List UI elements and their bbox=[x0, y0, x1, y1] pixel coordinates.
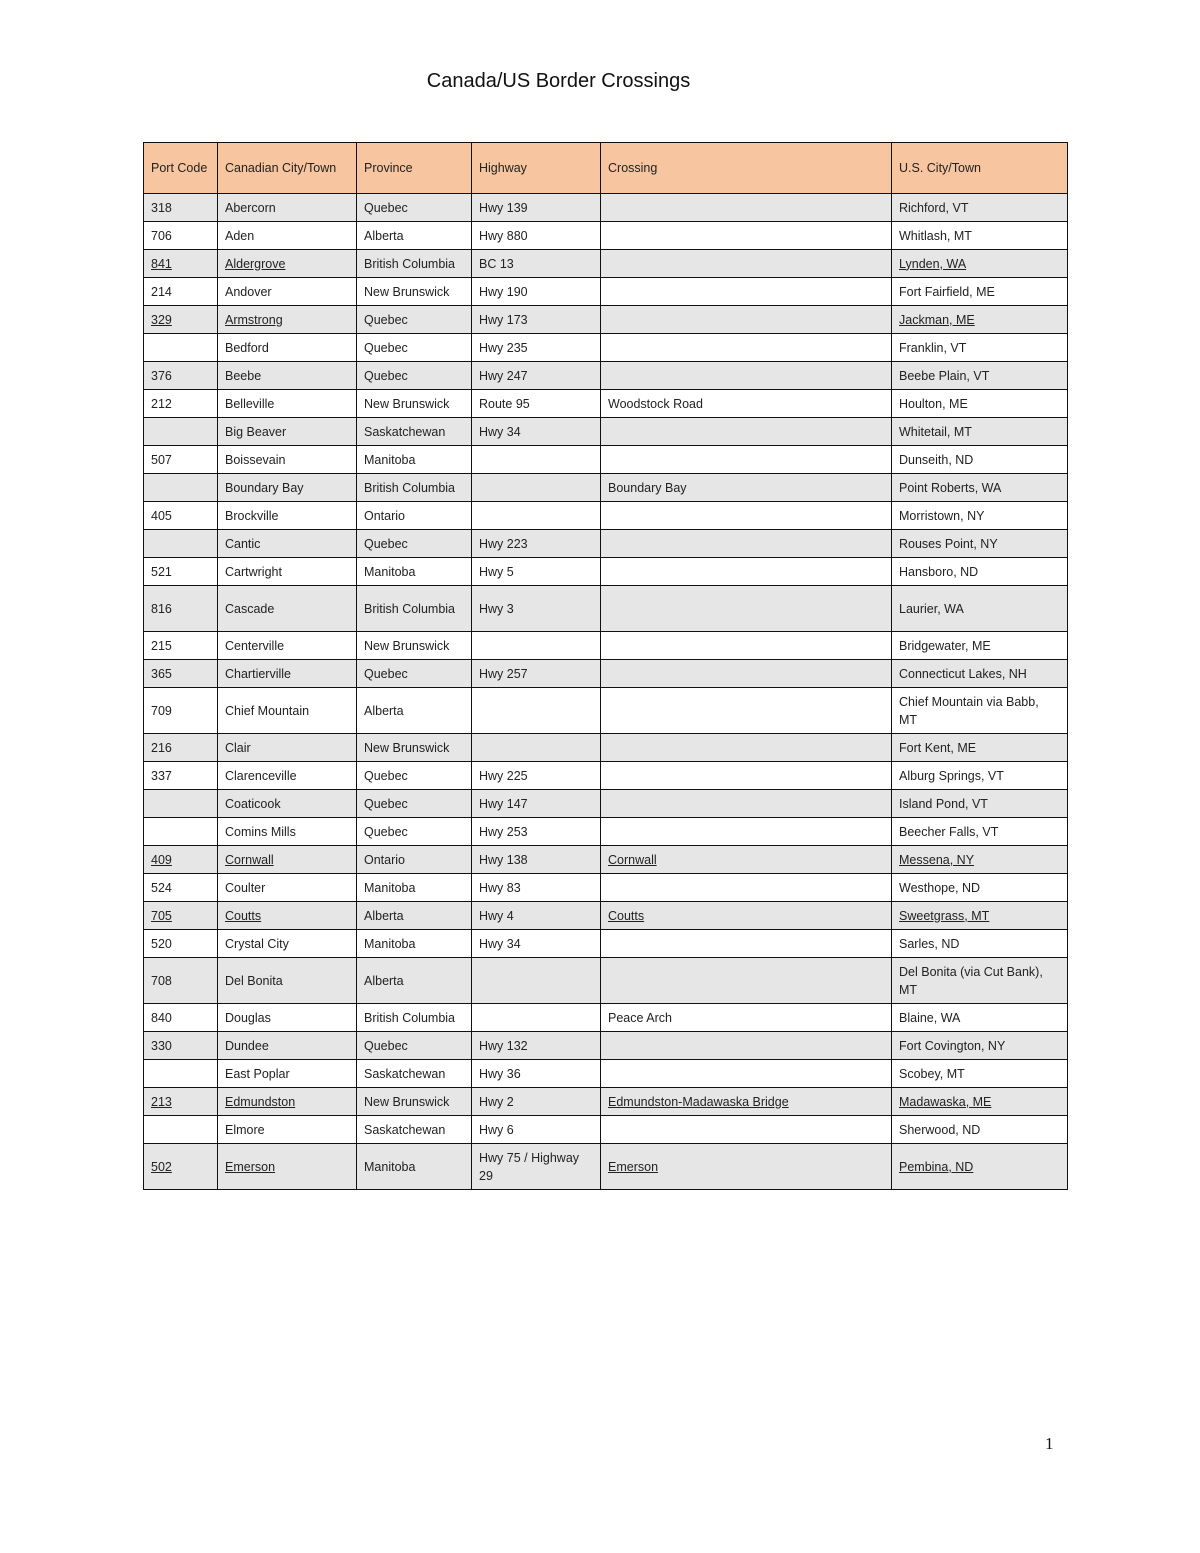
table-row bbox=[144, 1060, 1068, 1088]
cell-port-code: 816 bbox=[144, 586, 218, 632]
cell-port-code: 216 bbox=[144, 734, 218, 762]
header-port-code: Port Code bbox=[144, 143, 218, 194]
header-canadian-city: Canadian City/Town bbox=[218, 143, 357, 194]
cell-province: Quebec bbox=[357, 762, 472, 790]
cell-province: Alberta bbox=[357, 958, 472, 1004]
table-row bbox=[144, 874, 1068, 902]
cell-crossing: Boundary Bay bbox=[601, 474, 892, 502]
cell-us-city[interactable]: Pembina, ND bbox=[892, 1144, 1068, 1190]
table-row bbox=[144, 306, 1068, 334]
cell-province: Alberta bbox=[357, 902, 472, 930]
cell-us-city: Westhope, ND bbox=[892, 874, 1068, 902]
cell-highway: Hwy 138 bbox=[472, 846, 601, 874]
cell-us-city[interactable]: Messena, NY bbox=[892, 846, 1068, 874]
cell-crossing bbox=[601, 874, 892, 902]
cell-port-code bbox=[144, 474, 218, 502]
cell-us-city: Point Roberts, WA bbox=[892, 474, 1068, 502]
header-us-city: U.S. City/Town bbox=[892, 143, 1068, 194]
cell-crossing bbox=[601, 278, 892, 306]
cell-highway: Hwy 173 bbox=[472, 306, 601, 334]
cell-port-code[interactable]: 841 bbox=[144, 250, 218, 278]
cell-crossing bbox=[601, 586, 892, 632]
cell-province: Manitoba bbox=[357, 1144, 472, 1190]
cell-province: Saskatchewan bbox=[357, 1060, 472, 1088]
cell-port-code: 520 bbox=[144, 930, 218, 958]
cell-province: Quebec bbox=[357, 194, 472, 222]
cell-us-city: Whitlash, MT bbox=[892, 222, 1068, 250]
cell-canadian-city: Abercorn bbox=[218, 194, 357, 222]
cell-canadian-city[interactable]: Armstrong bbox=[218, 306, 357, 334]
table-row bbox=[144, 194, 1068, 222]
cell-highway: Hwy 147 bbox=[472, 790, 601, 818]
header-crossing: Crossing bbox=[601, 143, 892, 194]
cell-canadian-city: Clair bbox=[218, 734, 357, 762]
cell-port-code: 507 bbox=[144, 446, 218, 474]
cell-crossing bbox=[601, 194, 892, 222]
cell-province: New Brunswick bbox=[357, 390, 472, 418]
cell-port-code: 215 bbox=[144, 632, 218, 660]
table-row bbox=[144, 278, 1068, 306]
cell-crossing bbox=[601, 632, 892, 660]
cell-canadian-city: Clarenceville bbox=[218, 762, 357, 790]
cell-us-city: Blaine, WA bbox=[892, 1004, 1068, 1032]
cell-port-code: 840 bbox=[144, 1004, 218, 1032]
cell-crossing bbox=[601, 790, 892, 818]
cell-us-city: Sarles, ND bbox=[892, 930, 1068, 958]
table-row bbox=[144, 362, 1068, 390]
cell-crossing bbox=[601, 1116, 892, 1144]
cell-crossing[interactable]: Emerson bbox=[601, 1144, 892, 1190]
cell-us-city[interactable]: Sweetgrass, MT bbox=[892, 902, 1068, 930]
cell-canadian-city: Crystal City bbox=[218, 930, 357, 958]
cell-canadian-city: Dundee bbox=[218, 1032, 357, 1060]
cell-province: British Columbia bbox=[357, 1004, 472, 1032]
cell-province: Quebec bbox=[357, 660, 472, 688]
cell-port-code: 365 bbox=[144, 660, 218, 688]
table-row bbox=[144, 902, 1068, 930]
cell-canadian-city: East Poplar bbox=[218, 1060, 357, 1088]
cell-province: Quebec bbox=[357, 306, 472, 334]
cell-canadian-city: Belleville bbox=[218, 390, 357, 418]
cell-us-city[interactable]: Jackman, ME bbox=[892, 306, 1068, 334]
table-row bbox=[144, 790, 1068, 818]
table-row bbox=[144, 1088, 1068, 1116]
cell-crossing bbox=[601, 734, 892, 762]
border-crossings-table bbox=[143, 142, 1068, 1190]
cell-us-city: Beebe Plain, VT bbox=[892, 362, 1068, 390]
cell-port-code: 337 bbox=[144, 762, 218, 790]
table-row bbox=[144, 586, 1068, 632]
cell-canadian-city: Beebe bbox=[218, 362, 357, 390]
table-row bbox=[144, 660, 1068, 688]
cell-us-city: Dunseith, ND bbox=[892, 446, 1068, 474]
cell-us-city: Beecher Falls, VT bbox=[892, 818, 1068, 846]
table-row bbox=[144, 1144, 1068, 1190]
cell-crossing bbox=[601, 958, 892, 1004]
cell-crossing bbox=[601, 688, 892, 734]
page-title: Canada/US Border Crossings bbox=[426, 70, 691, 92]
cell-highway: Hwy 225 bbox=[472, 762, 601, 790]
cell-canadian-city: Coaticook bbox=[218, 790, 357, 818]
cell-us-city: Scobey, MT bbox=[892, 1060, 1068, 1088]
cell-us-city: Sherwood, ND bbox=[892, 1116, 1068, 1144]
cell-port-code[interactable]: 502 bbox=[144, 1144, 218, 1190]
cell-canadian-city: Andover bbox=[218, 278, 357, 306]
cell-province: British Columbia bbox=[357, 250, 472, 278]
cell-canadian-city: Aden bbox=[218, 222, 357, 250]
cell-highway: Hwy 83 bbox=[472, 874, 601, 902]
cell-canadian-city: Elmore bbox=[218, 1116, 357, 1144]
cell-province: New Brunswick bbox=[357, 632, 472, 660]
cell-highway: Hwy 2 bbox=[472, 1088, 601, 1116]
table-row bbox=[144, 530, 1068, 558]
cell-crossing bbox=[601, 250, 892, 278]
cell-province: Saskatchewan bbox=[357, 418, 472, 446]
cell-highway: Hwy 190 bbox=[472, 278, 601, 306]
cell-port-code: 708 bbox=[144, 958, 218, 1004]
table-row bbox=[144, 446, 1068, 474]
cell-crossing: Woodstock Road bbox=[601, 390, 892, 418]
cell-crossing bbox=[601, 418, 892, 446]
cell-us-city[interactable]: Madawaska, ME bbox=[892, 1088, 1068, 1116]
cell-crossing bbox=[601, 660, 892, 688]
table-row bbox=[144, 334, 1068, 362]
cell-province: Saskatchewan bbox=[357, 1116, 472, 1144]
cell-highway: Hwy 34 bbox=[472, 418, 601, 446]
cell-canadian-city: Chief Mountain bbox=[218, 688, 357, 734]
cell-highway: Hwy 6 bbox=[472, 1116, 601, 1144]
cell-province: New Brunswick bbox=[357, 734, 472, 762]
cell-crossing bbox=[601, 818, 892, 846]
cell-province: Ontario bbox=[357, 502, 472, 530]
cell-port-code: 212 bbox=[144, 390, 218, 418]
cell-canadian-city[interactable]: Edmundston bbox=[218, 1088, 357, 1116]
cell-port-code: 524 bbox=[144, 874, 218, 902]
cell-port-code: 706 bbox=[144, 222, 218, 250]
cell-highway: Hwy 257 bbox=[472, 660, 601, 688]
cell-canadian-city: Boundary Bay bbox=[218, 474, 357, 502]
cell-province: Quebec bbox=[357, 1032, 472, 1060]
cell-canadian-city: Coulter bbox=[218, 874, 357, 902]
cell-crossing bbox=[601, 334, 892, 362]
cell-highway bbox=[472, 502, 601, 530]
cell-port-code bbox=[144, 334, 218, 362]
cell-crossing bbox=[601, 1060, 892, 1088]
cell-canadian-city[interactable]: Emerson bbox=[218, 1144, 357, 1190]
cell-us-city: Fort Fairfield, ME bbox=[892, 278, 1068, 306]
cell-province: Quebec bbox=[357, 790, 472, 818]
header-province: Province bbox=[357, 143, 472, 194]
cell-province: Manitoba bbox=[357, 446, 472, 474]
table-row bbox=[144, 1004, 1068, 1032]
table-row bbox=[144, 688, 1068, 734]
cell-port-code: 376 bbox=[144, 362, 218, 390]
cell-canadian-city: Boissevain bbox=[218, 446, 357, 474]
table-row bbox=[144, 390, 1068, 418]
cell-canadian-city: Cascade bbox=[218, 586, 357, 632]
cell-crossing bbox=[601, 1032, 892, 1060]
table-row bbox=[144, 762, 1068, 790]
table-row bbox=[144, 502, 1068, 530]
table-row bbox=[144, 930, 1068, 958]
table-row bbox=[144, 418, 1068, 446]
table-row bbox=[144, 222, 1068, 250]
cell-port-code: 405 bbox=[144, 502, 218, 530]
cell-us-city: Fort Kent, ME bbox=[892, 734, 1068, 762]
cell-crossing bbox=[601, 762, 892, 790]
cell-crossing bbox=[601, 446, 892, 474]
cell-crossing bbox=[601, 222, 892, 250]
cell-province: Quebec bbox=[357, 818, 472, 846]
cell-port-code: 214 bbox=[144, 278, 218, 306]
cell-us-city: Morristown, NY bbox=[892, 502, 1068, 530]
cell-port-code bbox=[144, 530, 218, 558]
cell-highway bbox=[472, 1004, 601, 1032]
table-body bbox=[144, 194, 1068, 1190]
page-number: 1 bbox=[1045, 1434, 1054, 1453]
cell-province: Alberta bbox=[357, 222, 472, 250]
cell-province: British Columbia bbox=[357, 474, 472, 502]
table-row bbox=[144, 632, 1068, 660]
cell-highway bbox=[472, 688, 601, 734]
cell-port-code: 330 bbox=[144, 1032, 218, 1060]
cell-crossing bbox=[601, 530, 892, 558]
cell-highway: Hwy 223 bbox=[472, 530, 601, 558]
cell-port-code[interactable]: 213 bbox=[144, 1088, 218, 1116]
cell-highway bbox=[472, 734, 601, 762]
cell-highway: Hwy 3 bbox=[472, 586, 601, 632]
cell-province: Manitoba bbox=[357, 874, 472, 902]
cell-highway bbox=[472, 474, 601, 502]
cell-highway: Route 95 bbox=[472, 390, 601, 418]
cell-us-city: Connecticut Lakes, NH bbox=[892, 660, 1068, 688]
cell-crossing bbox=[601, 502, 892, 530]
cell-canadian-city: Cartwright bbox=[218, 558, 357, 586]
cell-us-city[interactable]: Lynden, WA bbox=[892, 250, 1068, 278]
cell-us-city: Laurier, WA bbox=[892, 586, 1068, 632]
cell-highway: Hwy 132 bbox=[472, 1032, 601, 1060]
cell-canadian-city: Chartierville bbox=[218, 660, 357, 688]
cell-province: British Columbia bbox=[357, 586, 472, 632]
cell-highway: Hwy 880 bbox=[472, 222, 601, 250]
cell-highway: Hwy 36 bbox=[472, 1060, 601, 1088]
cell-us-city: Del Bonita (via Cut Bank), MT bbox=[892, 958, 1068, 1004]
cell-port-code[interactable]: 705 bbox=[144, 902, 218, 930]
cell-highway: Hwy 75 / Highway 29 bbox=[472, 1144, 601, 1190]
cell-province: Manitoba bbox=[357, 930, 472, 958]
cell-province: Quebec bbox=[357, 334, 472, 362]
cell-canadian-city: Cantic bbox=[218, 530, 357, 558]
cell-us-city: Chief Mountain via Babb, MT bbox=[892, 688, 1068, 734]
cell-us-city: Fort Covington, NY bbox=[892, 1032, 1068, 1060]
cell-port-code bbox=[144, 790, 218, 818]
cell-port-code: 318 bbox=[144, 194, 218, 222]
cell-province: Quebec bbox=[357, 530, 472, 558]
cell-us-city: Bridgewater, ME bbox=[892, 632, 1068, 660]
cell-province: Quebec bbox=[357, 362, 472, 390]
table-row bbox=[144, 846, 1068, 874]
cell-canadian-city: Big Beaver bbox=[218, 418, 357, 446]
table-row bbox=[144, 250, 1068, 278]
table-row bbox=[144, 958, 1068, 1004]
table-row bbox=[144, 558, 1068, 586]
table-header-row bbox=[144, 143, 1068, 194]
cell-province: New Brunswick bbox=[357, 1088, 472, 1116]
cell-highway: Hwy 253 bbox=[472, 818, 601, 846]
header-highway: Highway bbox=[472, 143, 601, 194]
cell-crossing[interactable]: Edmundston-Madawaska Bridge bbox=[601, 1088, 892, 1116]
table-row bbox=[144, 1116, 1068, 1144]
cell-canadian-city: Brockville bbox=[218, 502, 357, 530]
cell-highway: Hwy 235 bbox=[472, 334, 601, 362]
cell-province: New Brunswick bbox=[357, 278, 472, 306]
cell-us-city: Houlton, ME bbox=[892, 390, 1068, 418]
cell-us-city: Island Pond, VT bbox=[892, 790, 1068, 818]
cell-us-city: Franklin, VT bbox=[892, 334, 1068, 362]
cell-crossing bbox=[601, 930, 892, 958]
cell-us-city: Hansboro, ND bbox=[892, 558, 1068, 586]
cell-highway: Hwy 139 bbox=[472, 194, 601, 222]
cell-province: Alberta bbox=[357, 688, 472, 734]
cell-port-code: 709 bbox=[144, 688, 218, 734]
cell-highway: Hwy 4 bbox=[472, 902, 601, 930]
cell-province: Manitoba bbox=[357, 558, 472, 586]
cell-canadian-city: Del Bonita bbox=[218, 958, 357, 1004]
cell-crossing bbox=[601, 306, 892, 334]
cell-canadian-city: Comins Mills bbox=[218, 818, 357, 846]
cell-crossing: Peace Arch bbox=[601, 1004, 892, 1032]
table-row bbox=[144, 818, 1068, 846]
cell-highway: Hwy 5 bbox=[472, 558, 601, 586]
cell-highway: Hwy 34 bbox=[472, 930, 601, 958]
cell-highway bbox=[472, 632, 601, 660]
cell-us-city: Richford, VT bbox=[892, 194, 1068, 222]
cell-canadian-city: Bedford bbox=[218, 334, 357, 362]
cell-crossing bbox=[601, 362, 892, 390]
cell-canadian-city[interactable]: Cornwall bbox=[218, 846, 357, 874]
cell-us-city: Rouses Point, NY bbox=[892, 530, 1068, 558]
table-row bbox=[144, 734, 1068, 762]
cell-port-code: 521 bbox=[144, 558, 218, 586]
cell-port-code[interactable]: 409 bbox=[144, 846, 218, 874]
cell-canadian-city: Centerville bbox=[218, 632, 357, 660]
cell-highway bbox=[472, 958, 601, 1004]
cell-port-code bbox=[144, 1060, 218, 1088]
cell-province: Ontario bbox=[357, 846, 472, 874]
cell-crossing bbox=[601, 558, 892, 586]
cell-highway bbox=[472, 446, 601, 474]
cell-crossing[interactable]: Cornwall bbox=[601, 846, 892, 874]
cell-canadian-city[interactable]: Coutts bbox=[218, 902, 357, 930]
cell-port-code bbox=[144, 818, 218, 846]
cell-highway: BC 13 bbox=[472, 250, 601, 278]
cell-crossing[interactable]: Coutts bbox=[601, 902, 892, 930]
cell-us-city: Alburg Springs, VT bbox=[892, 762, 1068, 790]
cell-canadian-city[interactable]: Aldergrove bbox=[218, 250, 357, 278]
cell-port-code bbox=[144, 1116, 218, 1144]
cell-highway: Hwy 247 bbox=[472, 362, 601, 390]
cell-port-code bbox=[144, 418, 218, 446]
cell-canadian-city: Douglas bbox=[218, 1004, 357, 1032]
table-row bbox=[144, 1032, 1068, 1060]
cell-us-city: Whitetail, MT bbox=[892, 418, 1068, 446]
cell-port-code[interactable]: 329 bbox=[144, 306, 218, 334]
table-row bbox=[144, 474, 1068, 502]
